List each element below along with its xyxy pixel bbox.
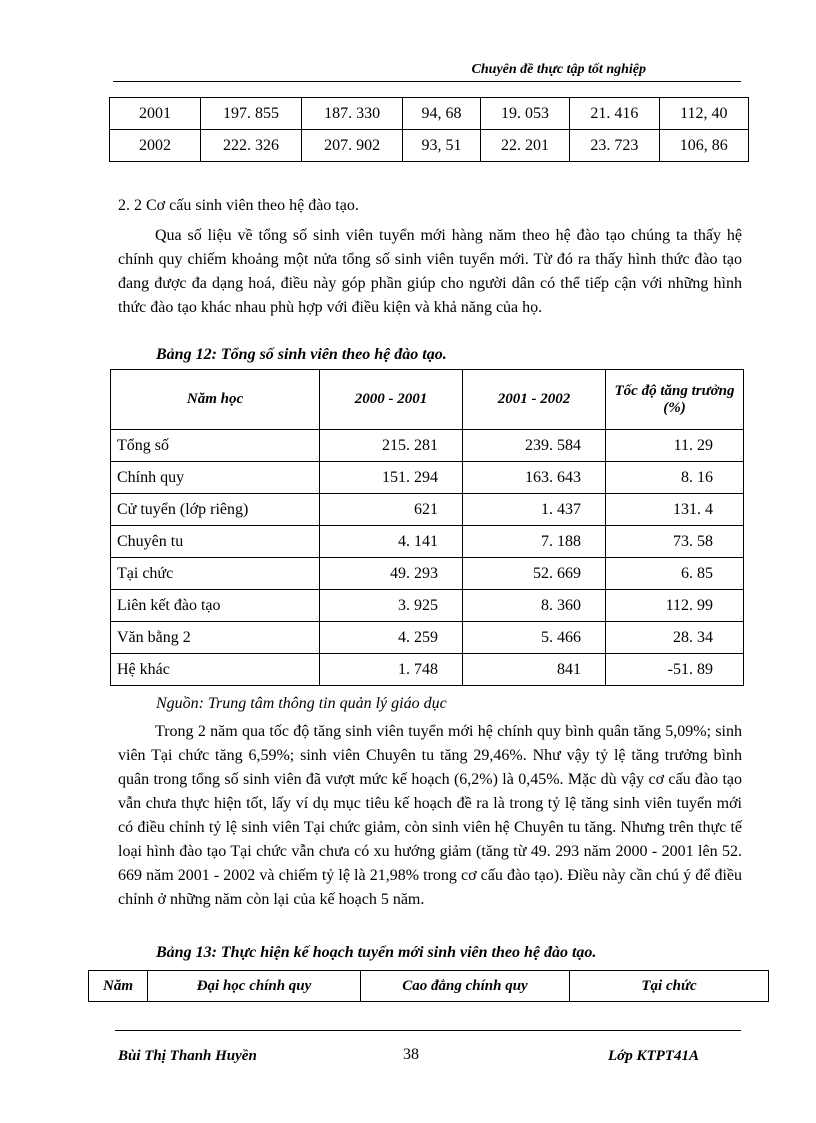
table-13-caption: Bảng 13: Thực hiện kế hoạch tuyển mới sinh viên theo hệ đào tạo. [156,944,597,961]
table-cell: 841 [463,654,606,686]
table-cell: 11. 29 [606,430,744,462]
table-row [111,430,744,462]
column-header: Năm [89,971,148,1002]
table-12-caption: Bảng 12: Tổng số sinh viên theo hệ đào tạo. [156,346,447,363]
row-label: Chính quy [111,462,320,494]
table-cell: 1. 748 [320,654,463,686]
table-row [110,98,749,130]
table-cell: 187. 330 [302,98,403,130]
table-cell: 621 [320,494,463,526]
table-cell: 52. 669 [463,558,606,590]
table-cell: 94, 68 [403,98,481,130]
table-cell: 2001 [110,98,201,130]
table-cell: 7. 188 [463,526,606,558]
row-label: Chuyên tu [111,526,320,558]
footer-class: Lớp KTPT41A [608,1048,699,1064]
column-header: Tại chức [570,971,769,1002]
row-label: Tổng số [111,430,320,462]
table-cell: 151. 294 [320,462,463,494]
table-cell: 19. 053 [480,98,569,130]
table-header-row [89,971,769,1002]
table-cell: 23. 723 [570,130,659,162]
table-cell: 49. 293 [320,558,463,590]
table-row [111,526,744,558]
table-header-row [111,370,744,430]
row-label: Liên kết đào tạo [111,590,320,622]
page-header-title: Chuyên đề thực tập tốt nghiệp [471,62,646,77]
column-header: 2001 - 2002 [463,370,606,430]
table-cell: 8. 16 [606,462,744,494]
table-cell: 21. 416 [570,98,659,130]
column-header: 2000 - 2001 [320,370,463,430]
table-cell: 93, 51 [403,130,481,162]
table-cell: 163. 643 [463,462,606,494]
table-cell: 22. 201 [480,130,569,162]
table-cell: 239. 584 [463,430,606,462]
table-cell: 3. 925 [320,590,463,622]
table-row [110,130,749,162]
section-heading: 2. 2 Cơ cấu sinh viên theo hệ đào tạo. [118,197,359,214]
row-label: Hệ khác [111,654,320,686]
footer-author: Bùi Thị Thanh Huyền [118,1048,257,1064]
table-row [111,558,744,590]
table-cell: 4. 141 [320,526,463,558]
table-cell: 8. 360 [463,590,606,622]
page-number: 38 [403,1046,419,1063]
row-label: Văn bằng 2 [111,622,320,654]
table-12 [110,369,744,686]
row-label: Tại chức [111,558,320,590]
continued-table [109,97,749,162]
table-row [111,590,744,622]
table-cell: 5. 466 [463,622,606,654]
table-row [111,462,744,494]
table-cell: 222. 326 [201,130,302,162]
table-cell: 131. 4 [606,494,744,526]
table-cell: 4. 259 [320,622,463,654]
body-paragraph: Qua số liệu về tổng số sinh viên tuyển mới hàng năm theo hệ đào tạo chúng ta thấy hệ chính quy chiếm khoảng một nửa tổng số sinh viên tuyển mới. Từ đó ra thấy hình thức đào tạo đang được đa dạng hoá, điều này góp phần giúp cho người dân có thể tiếp cận với những hình thức đào tạo khác nhau phù hợp với điều kiện và khả năng của họ. [118,227,742,316]
table-cell: 106, 86 [659,130,748,162]
table-cell: 112. 99 [606,590,744,622]
row-label: Cử tuyển (lớp riêng) [111,494,320,526]
table-cell: 215. 281 [320,430,463,462]
body-paragraph: Trong 2 năm qua tốc độ tăng sinh viên tuyển mới hệ chính quy bình quân tăng 5,09%; sinh viên Tại chức tăng 6,59%; sinh viên Chuyên tu tăng 29,46%. Như vậy tỷ lệ tăng trưởng bình quân trong tổng số sinh viên đã vượt mức kế hoạch (6,2%) là 0,45%. Mặc dù vậy cơ cấu đào tạo vẫn chưa thực hiện tốt, lấy ví dụ mục tiêu kế hoạch đề ra là trong tỷ lệ tăng sinh viên tuyển mới có điều chỉnh tỷ lệ sinh viên Tại chức giảm, còn sinh viên hệ Chuyên tu tăng. Nhưng trên thực tế loại hình đào tạo Tại chức vẫn chưa có xu hướng giảm (tăng từ 49. 293 năm 2000 - 2001 lên 52. 669 năm 2001 - 2002 và chiếm tỷ lệ là 21,98% trong cơ cấu đào tạo). Điều này cần chú ý để điều chỉnh ở những năm còn lại của kế hoạch 5 năm. [118,723,742,908]
table-cell: -51. 89 [606,654,744,686]
table-cell: 73. 58 [606,526,744,558]
table-cell: 197. 855 [201,98,302,130]
source-note: Nguồn: Trung tâm thông tin quản lý giáo dục [156,695,447,712]
column-header: Năm học [111,370,320,430]
column-header: Cao đẳng chính quy [361,971,570,1002]
table-cell: 112, 40 [659,98,748,130]
table-row [111,494,744,526]
column-header: Đại học chính quy [148,971,361,1002]
table-cell: 6. 85 [606,558,744,590]
table-cell: 1. 437 [463,494,606,526]
column-header: Tốc độ tăng trưởng (%) [606,370,744,430]
table-cell: 2002 [110,130,201,162]
header-divider [113,81,741,82]
table-row [111,622,744,654]
footer-divider [115,1030,741,1031]
table-cell: 28. 34 [606,622,744,654]
table-row [111,654,744,686]
table-cell: 207. 902 [302,130,403,162]
table-13 [88,970,769,1002]
